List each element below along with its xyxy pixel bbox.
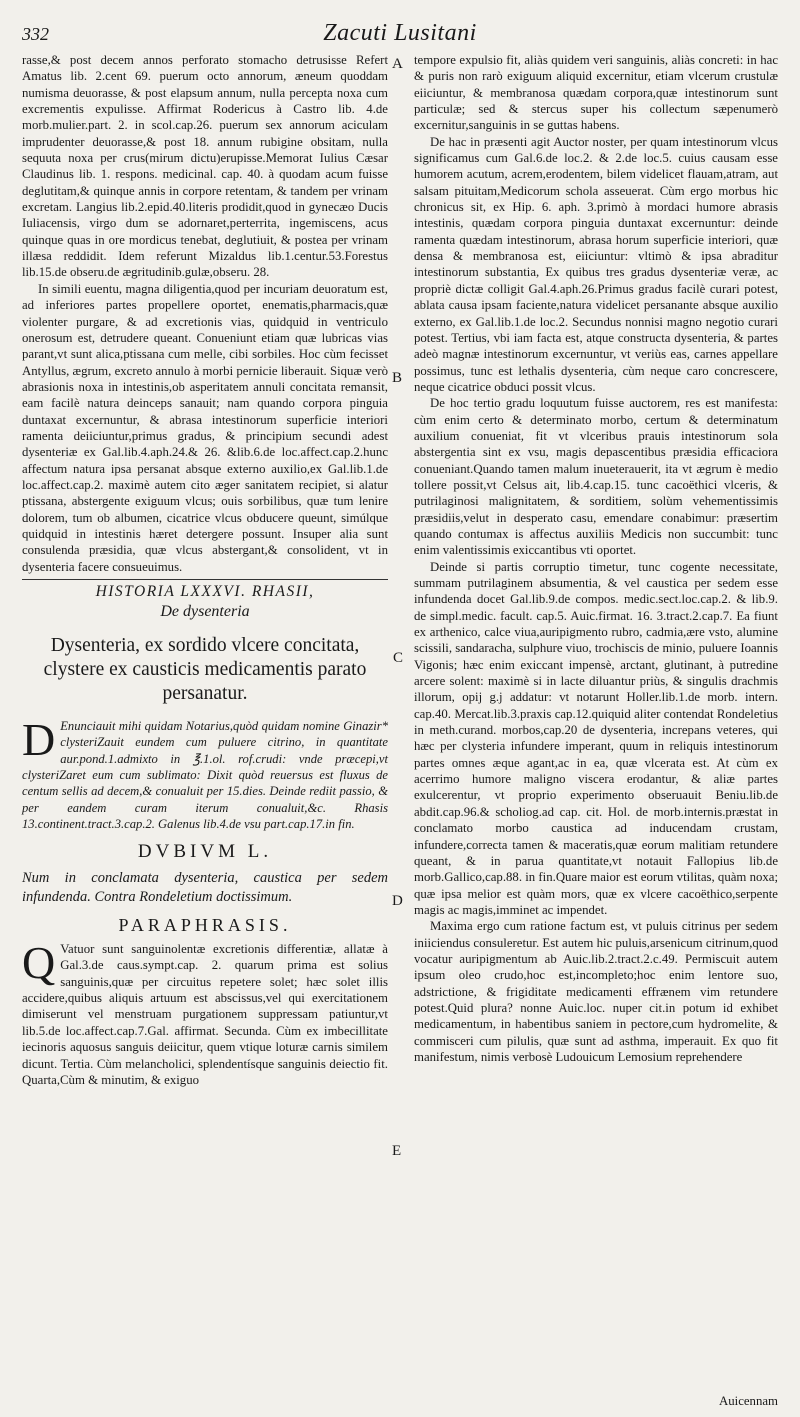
history-summary: Dysenteria, ex sordido vlcere concitata, clystere ex causticis medicamentis parato persanatur. [43,635,367,704]
running-title: Zacuti Lusitani [323,20,477,46]
right-paragraph-4: Deinde si partis corruptio timetur, tunc cogente necessitate, summam putrilaginem absumentia, & vel caustica per sedem esse infundenda docet Gal.lib.9.de compos. medic.sect.loc.cap.2. & lib.9. de simpl.medic. facult. cap.5. Auic.firmat. 16. 3.tract.2.cap.7. Ea fiunt ex arthenico, calce viua,auripigmento rubro, cadmia,ære vsto, alumine scissili, sandaracha, sulphure viuo, trochiscis de minio, puluere Ioannis Vigonis; hæc enim exiccant impensè, arctant, glutinant, à putredine arcere solent: maximè si in lacte diluantur priùs, & singulis drachmis illorum, opij g.j addatur: vt notarunt Holler.lib.1.de morb. intern. cap.40. Mercat.lib.3.praxis cap.12.quiquid aliter contendat Rondeletius in meth.curand. morbos,cap.20 de dysenteria, increpans veteres, qui hæc per clysteria infundere imperant, quum in reliquis intestinorum partes omnes æque agant,ac in ea, quæ vlcerata est. At cùm ex acerrimo humore maligno viscera erodantur, & aliæ partes exulcerentur, vt proprio experimento obseruauit Beniu.lib.de abdit.cap.96.& scholiog.ad cap. cit. Hol. de morb.internis.præstat in conclamato morbo caustica ad inducendam crustam, infundere,correcta tamen & maceratis,quæ eorum malitiam retundere queant, & in parua quantitate,vt notauit Fallopius lib.de morb.Gallico,cap.88. in fin.Quare maior est eorum vtilitas, quàm noxa; quæ ipsa melior est quàm mors, quæ ex vlcere cacoëthico,serpente magis ac magis,imminet ac impendet. [414,559,778,917]
page-number: 332 [22,24,49,44]
left-column [22,52,388,1088]
right-paragraph-5: Maxima ergo cum ratione factum est, vt puluis citrinus per sedem iniiciendus consuleretur. Est autem hic puluis,arsenicum citrinum,quod vocatur auripigmentum ab Auic.lib.2.tract.2.c.49. Permiscuit autem ipsum oleo crudo,hoc est,incompleto;hoc enim lentore suo, adstrictione, & frigiditate medicamenti effrænem vim retundere potest.Quid plura? nonne Auic.loc. nuper cit.in potum id exhibet medicamentum, in habentibus saniem in pectore,cum hydromelite, & commisceri cum pilulis, quæ sunt ad asthma, imperauit. Ex quo fit manifestum, nimis verbosè Ludouicum Lemosium reprehendere [414,919,778,1064]
left-paragraph-1: rasse,& post decem annos perforato stomacho detrusisse Refert Amatus lib. 2.cent 69. puerum octo annorum, æneum quoddam numisma deuorasse, & post elapsum annum, nulla percepta noxa cum excrementis expulisse. Affirmat Rodericus à Castro lib. 4.de morb.mulier.part. 2. in scol.cap.26. puerum sex annorum aciculam imprudenter deuorasse,& post 18. annum rubigine obsitam, nulla sequuta noxa per crus(mirum dictu)erupisse.Memorat Iulius Cæsar Claudinus lib. 1. respons. medicinal. cap. 40. à quodam acum fuisse deglutitam,& quinque annis in corpore retentam, & tandem per vrinam excretam. Langius lib.2.epid.40.literis prodidit,quod in gynecæo Ducis Iuliacensis, virgo dum se adornaret,perterrita, ingemiscens, acus quinque quas in ore mordicus tenebat, deglutiuit, & postea per vrinam illæsa reddidit. Idem referunt Mizaldus lib.1.centur.53.Forestus lib.15.de obseru.de ægritudinib.gulæ,obseru. 28. [22,53,388,280]
right-paragraph-1: tempore expulsio fit, aliàs quidem veri sanguinis, aliàs concreti: in hac & puris non rarò exiguum aliquid excernitur, etiam vlcerum crustulæ eiiciuntur, & membranosa quædam corpora,quæ intestinorum sunt particulæ; sed & stercus super his collectum sæpenumerò excernitur,sanguinis in se guttas habens. [414,53,778,133]
history-text: Enunciauit mihi quidam Notarius,quòd quidam nomine Ginazir* clysteriZauit eundem cum puluere citrino, in quantitate aur.pond.1.admixto in ℥.1.ol. rof.crudi: vnde præcepi,vt clysteriZaret eum cum sublimato: Dixit quòd reuersus est fluxus de centum sellis ad decem,& conualuit per 15.dies. Deinde rediit passio, & per eandem curam iterum conualuit,&c. Rhasis 13.continent.tract.3.cap.2. Galenus lib.4.de vsu part.cap.17.in fin. [22,719,388,832]
drop-cap-d: D [22,714,56,765]
margin-letter-b: B [392,370,403,386]
dubium-title: DVBIVM L. [137,841,273,863]
page-header [0,20,800,50]
history-text-block [22,714,388,832]
margin-letter-e: E [392,1143,402,1159]
dubium-question: Num in conclamata dysenteria, caustica per sedem infundenda. Contra Rondeletium doctissimum. [22,869,388,905]
right-column [414,52,778,1065]
margin-letter-c: C [393,650,404,666]
drop-cap-q: Q [22,937,56,989]
left-paragraph-2: In simili euentu, magna diligentia,quod per incuriam deuoratum est, ad inferiores partes propellere oportet, enematis,pharmacis,quæ violenter purgare, & ad excretionis vias, quidquid in ventriculo onerosum est, detrudere queant. Conueniunt etiam quæ lubricas vias parant,vt sunt alica,ptissana cum melle, cibi sorbiles. Hoc cùm fecisset Antyllus, ægrum, excreto annulo à morbi pernicie liberauit. Siquæ verò abrasionis noxa in intestinis,ob asperitatem annuli concitata remansit, eam facilè natura deinceps sanauit; nam quando corpora pinguia duntaxat excernuntur, & abrasa intestinorum superficie interiori ramenta deiiciuntur,primus gradus, & principium secundi adest dysenteriæ ex Gal.lib.4.aph.24.& 26. &lib.6.de loc.affect.cap.2.hunc affectum natura ipsa persanat absque externo auxilio,ex Gal.lib.1.de loc.affect.cap.2. maximè autem cito æger sanitatem recipiet, si alatur ptissana, abstergente exiguum vlcus; ouis sorbilibus, quæ tum lenire dolorem, tum ob albumen, cicatrice vlcus obducere queunt, simúlque quidquid in intestinis hæret detergere possunt. Insuper alia sunt consulenda præsidia, quæ vlcus abstergant,& consolident, vt in dysenteria facere consueuimus. [22,281,388,574]
catchword: Auicennam [719,1394,778,1408]
paraphrasis-text: Vatuor sunt sanguinolentæ excretionis differentiæ, allatæ à Gal.3.de caus.sympt.cap. 2. quarum prima est solius sanguinis,quæ per circuitus repetere solet; hæc solet illis accidere,quibus aliquis artuum est abscissus,vel qui exercitationem dimiserunt vel menstruam purgationem suppressam patiuntur,vt lib.5.de loc.affect.cap.7.Gal. affirmat. Secunda. Cùm ex imbecillitate iecinoris aquosus sanguis deiicitur, quem vtique loturæ carnis similem dicunt. Tertia. Cùm melancholici, splendentísque sanguinis deiectio fit. Quarta,Cùm & minutim, & exiguo [22,942,388,1087]
margin-letter-d: D [392,893,403,909]
margin-letter-a: A [392,56,403,72]
paraphrasis-text-block [22,937,388,1088]
right-paragraph-3: De hoc tertio gradu loquutum fuisse auctorem, res est manifesta: cùm enim certo & determinato morbo, certum & determinatum auxilium conueniat, fit vt vlceribus prauis intestinorum sola abstergentia sint ex vsu, magis depascentibus præsidia efficaciora conueniant.Quando tamen malum inueterauerit, ita vt ægrum è medio tollere possit,vt Celsus ait, lib.4.cap.15. tunc cacoëthici vlceris, & putrilaginosi malignitatem, & sorditiem, solùm vehementissimis præsidiis,velut in desperato casu, emendare conabimur: præsertim quando contumax is affectus auxiliis Medicis non succumbit: tunc enim valentissimis exiccantibus vti oportet. [414,396,778,558]
right-paragraph-2: De hac in præsenti agit Auctor noster, per quam intestinorum vlcus significamus cum Gal.6.de loc.2. & 2.de loc.5. cuius causam esse humorem acutum, acrem,erodentem, bilem videlicet flauam,atram, aut salsam pituitam,Medicorum schola asseuerat. Cùm ergo morbus hic chronicus sit, ex Hip. 6. aph. 3.primò à mordaci humore abrasis intestinis, quædam corpora pinguia duntaxat excernuntur: deinde ramenta quædam intestinorum, abrasa horum superficie interiori, quæ densa & membranosa est, eiiciuntur: vltimò & ipsa abraditur intestinorum substantia, Ex quibus tres gradus dysenteriæ veræ, ac propriè dictæ colligit Gal.4.aph.26.Primus gradus facilè curari potest, ablata causa ipsam faciente,natura videlicet persanante absque auxilio externo, ex Gal.lib.1.de loc.2. Secundus nonnisi magno negotio curari potest. Tertius, vbi iam facta est, atque constructa dysenteria, & partes adeò magnæ intestinorum excernuntur, vt veriùs eas, carnes appellare possimus, tunc est lethalis dysenteria, cùm neque caro concrescere, neque cicatrice obduci possit vlcus. [414,134,778,394]
paraphrasis-title: PARAPHRASIS. [118,914,292,935]
history-subtitle: De dysenteria [160,603,250,620]
history-title: HISTORIA LXXXVI. RHASII, [22,579,388,602]
